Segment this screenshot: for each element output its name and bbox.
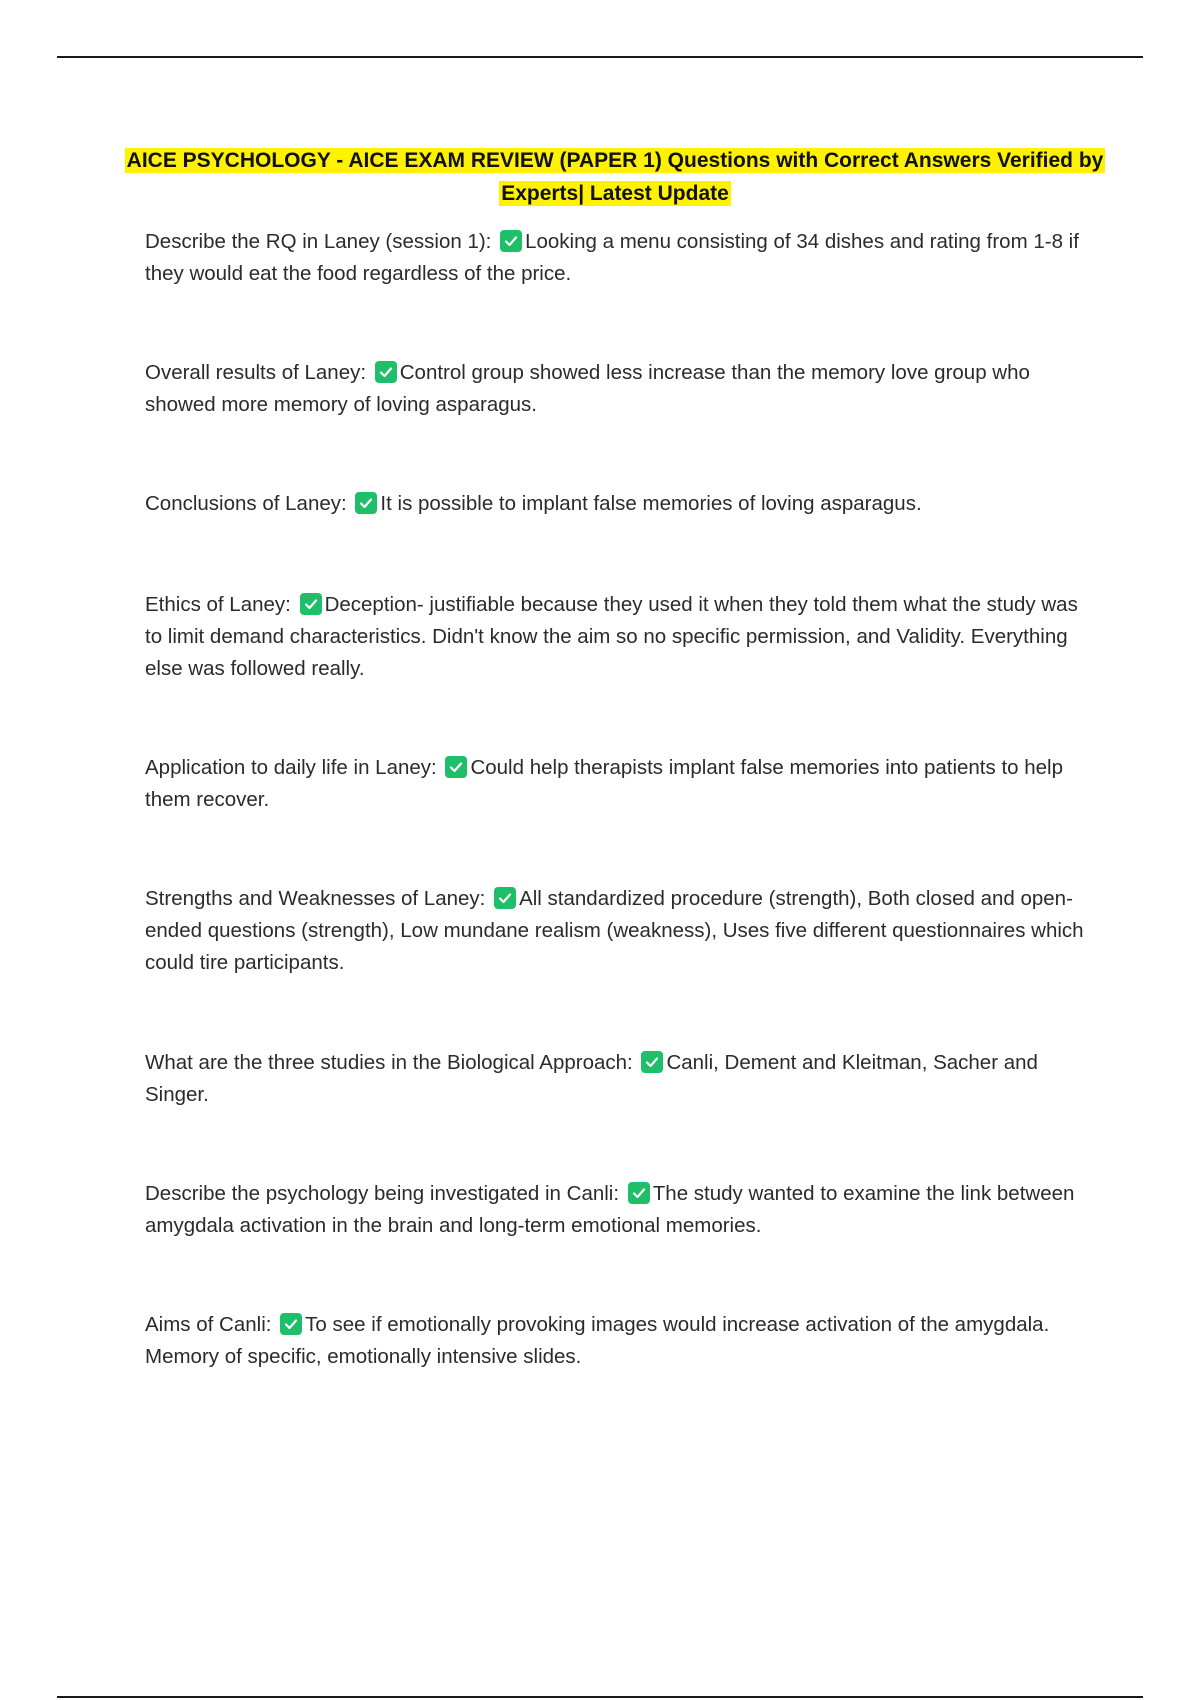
answer-text: Could help therapists implant false memories into patients to help them recover.: [145, 756, 1063, 811]
bottom-rule: [57, 1696, 1143, 1698]
qa-item: [145, 752, 1095, 816]
qa-item: [145, 1309, 1095, 1373]
qa-item: [145, 357, 1095, 421]
checkmark-icon: [375, 361, 397, 383]
question-text: What are the three studies in the Biological Approach:: [145, 1051, 633, 1074]
question-text: Aims of Canli:: [145, 1313, 272, 1336]
checkmark-icon: [280, 1313, 302, 1335]
answer-text: Looking a menu consisting of 34 dishes and rating from 1-8 if they would eat the food regardless of the price.: [145, 230, 1079, 285]
qa-item: [145, 589, 1095, 685]
top-rule: [57, 56, 1143, 58]
question-text: Overall results of Laney:: [145, 361, 367, 384]
qa-item: [145, 1047, 1095, 1111]
question-text: Ethics of Laney:: [145, 593, 291, 616]
question-text: Describe the RQ in Laney (session 1):: [145, 230, 492, 253]
checkmark-icon: [300, 593, 322, 615]
title-highlight: AICE PSYCHOLOGY - AICE EXAM REVIEW (PAPER 1) Questions with Correct Answers Verified by Experts| Latest Update: [126, 149, 1104, 205]
answer-text: It is possible to implant false memories of loving asparagus.: [380, 492, 922, 515]
question-text: Application to daily life in Laney:: [145, 756, 437, 779]
answer-text: Deception- justifiable because they used it when they told them what the study was to limit demand characteristics. Didn't know the aim so no specific permission, and Validity. Everything else was followed really.: [145, 593, 1078, 680]
answer-text: The study wanted to examine the link between amygdala activation in the brain and long-term emotional memories.: [145, 1182, 1075, 1237]
checkmark-icon: [628, 1182, 650, 1204]
qa-item: [145, 1178, 1095, 1242]
checkmark-icon: [355, 492, 377, 514]
checkmark-icon: [445, 756, 467, 778]
answer-text: All standardized procedure (strength), Both closed and open-ended questions (strength), Low mundane realism (weakness), Uses five different questionnaires which could tire participants.: [145, 887, 1084, 974]
answer-text: Canli, Dement and Kleitman, Sacher and Singer.: [145, 1051, 1038, 1106]
qa-item: [145, 488, 1095, 520]
question-text: Conclusions of Laney:: [145, 492, 347, 515]
checkmark-icon: [500, 230, 522, 252]
checkmark-icon: [494, 887, 516, 909]
answer-text: Control group showed less increase than the memory love group who showed more memory of loving asparagus.: [145, 361, 1030, 416]
page-title: [120, 144, 1110, 210]
question-text: Describe the psychology being investigated in Canli:: [145, 1182, 620, 1205]
qa-item: [145, 883, 1095, 979]
checkmark-icon: [641, 1051, 663, 1073]
qa-item: [145, 226, 1095, 290]
answer-text: To see if emotionally provoking images would increase activation of the amygdala. Memory of specific, emotionally intensive slides.: [145, 1313, 1050, 1368]
question-text: Strengths and Weaknesses of Laney:: [145, 887, 486, 910]
